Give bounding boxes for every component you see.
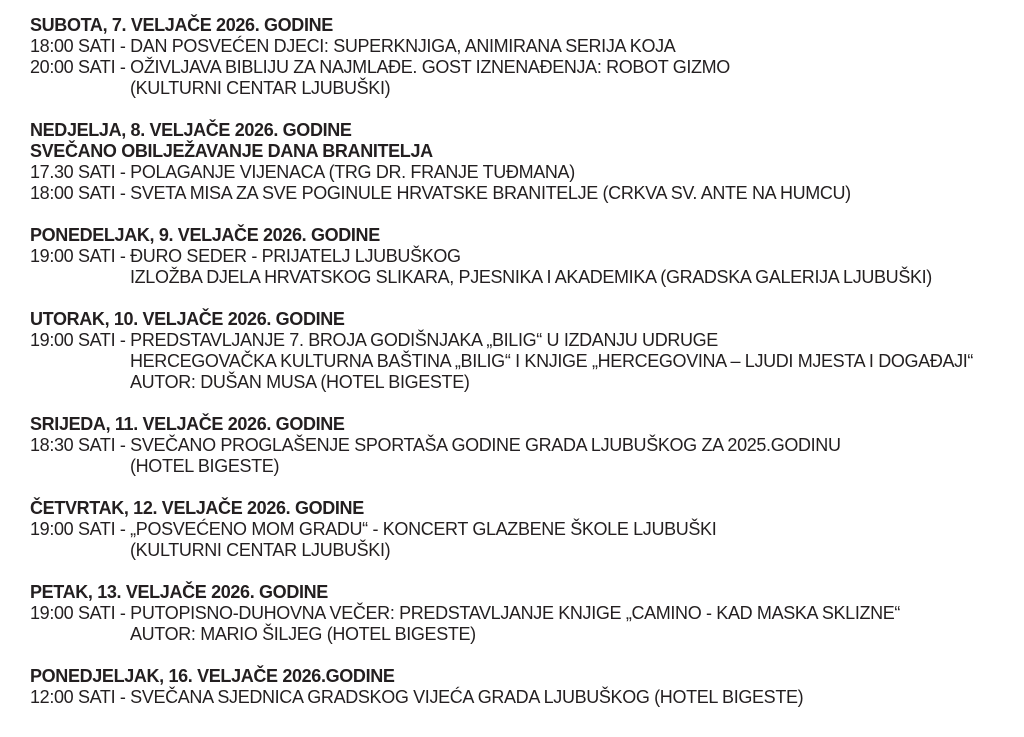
event-line: 18:00 SATI - DAN POSVEĆEN DJECI: SUPERKNJIGA, ANIMIRANA SERIJA KOJA <box>30 36 676 56</box>
event-line: 19:00 SATI - PREDSTAVLJANJE 7. BROJA GODIŠNJAKA „BILIG“ U IZDANJU UDRUGE <box>30 330 718 350</box>
day-heading: SRIJEDA, 11. VELJAČE 2026. GODINE <box>30 414 345 434</box>
day-block-tuesday-10 <box>30 309 1016 393</box>
day-heading: NEDJELJA, 8. VELJAČE 2026. GODINE <box>30 120 352 140</box>
day-block-thursday-12 <box>30 498 1016 561</box>
day-block-monday-16 <box>30 666 1016 708</box>
event-venue-line: (HOTEL BIGESTE) <box>130 456 280 476</box>
event-detail-line: IZLOŽBA DJELA HRVATSKOG SLIKARA, PJESNIKA I AKADEMIKA (GRADSKA GALERIJA LJUBUŠKI) <box>130 267 932 287</box>
event-venue-line: (KULTURNI CENTAR LJUBUŠKI) <box>130 540 391 560</box>
day-heading: PONEDJELJAK, 16. VELJAČE 2026.GODINE <box>30 666 395 686</box>
event-line: 12:00 SATI - SVEČANA SJEDNICA GRADSKOG VIJEĆA GRADA LJUBUŠKOG (HOTEL BIGESTE) <box>30 687 804 707</box>
day-heading: PONEDELJAK, 9. VELJAČE 2026. GODINE <box>30 225 380 245</box>
day-block-saturday-7 <box>30 15 1016 99</box>
event-line: 18:00 SATI - SVETA MISA ZA SVE POGINULE HRVATSKE BRANITELJE (CRKVA SV. ANTE NA HUMCU) <box>30 183 851 203</box>
day-block-sunday-8 <box>30 120 1016 204</box>
day-block-wednesday-11 <box>30 414 1016 477</box>
day-heading: SUBOTA, 7. VELJAČE 2026. GODINE <box>30 15 333 35</box>
event-line: 19:00 SATI - „POSVEĆENO MOM GRADU“ - KONCERT GLAZBENE ŠKOLE LJUBUŠKI <box>30 519 717 539</box>
event-line: 17.30 SATI - POLAGANJE VIJENACA (TRG DR. FRANJE TUĐMANA) <box>30 162 575 182</box>
event-line: 19:00 SATI - PUTOPISNO-DUHOVNA VEČER: PREDSTAVLJANJE KNJIGE „CAMINO - KAD MASKA SKLIZNE“ <box>30 603 901 623</box>
day-heading: ČETVRTAK, 12. VELJAČE 2026. GODINE <box>30 498 364 518</box>
day-heading: PETAK, 13. VELJAČE 2026. GODINE <box>30 582 328 602</box>
event-detail-line: AUTOR: MARIO ŠILJEG (HOTEL BIGESTE) <box>130 624 476 644</box>
day-block-friday-13 <box>30 582 1016 645</box>
event-line: 18:30 SATI - SVEČANO PROGLAŠENJE SPORTAŠA GODINE GRADA LJUBUŠKOG ZA 2025.GODINU <box>30 435 841 455</box>
event-line: 20:00 SATI - OŽIVLJAVA BIBLIJU ZA NAJMLAĐE. GOST IZNENAĐENJA: ROBOT GIZMO <box>30 57 730 77</box>
event-line: 19:00 SATI - ĐURO SEDER - PRIJATELJ LJUBUŠKOG <box>30 246 461 266</box>
event-detail-line: HERCEGOVAČKA KULTURNA BAŠTINA „BILIG“ I KNJIGE „HERCEGOVINA – LJUDI MJESTA I DOGAĐAJI“ <box>130 351 974 371</box>
day-block-monday-9 <box>30 225 1016 288</box>
day-subheading: SVEČANO OBILJEŽAVANJE DANA BRANITELJA <box>30 141 433 161</box>
day-heading: UTORAK, 10. VELJAČE 2026. GODINE <box>30 309 345 329</box>
event-detail-line: AUTOR: DUŠAN MUSA (HOTEL BIGESTE) <box>130 372 470 392</box>
event-venue-line: (KULTURNI CENTAR LJUBUŠKI) <box>130 78 391 98</box>
